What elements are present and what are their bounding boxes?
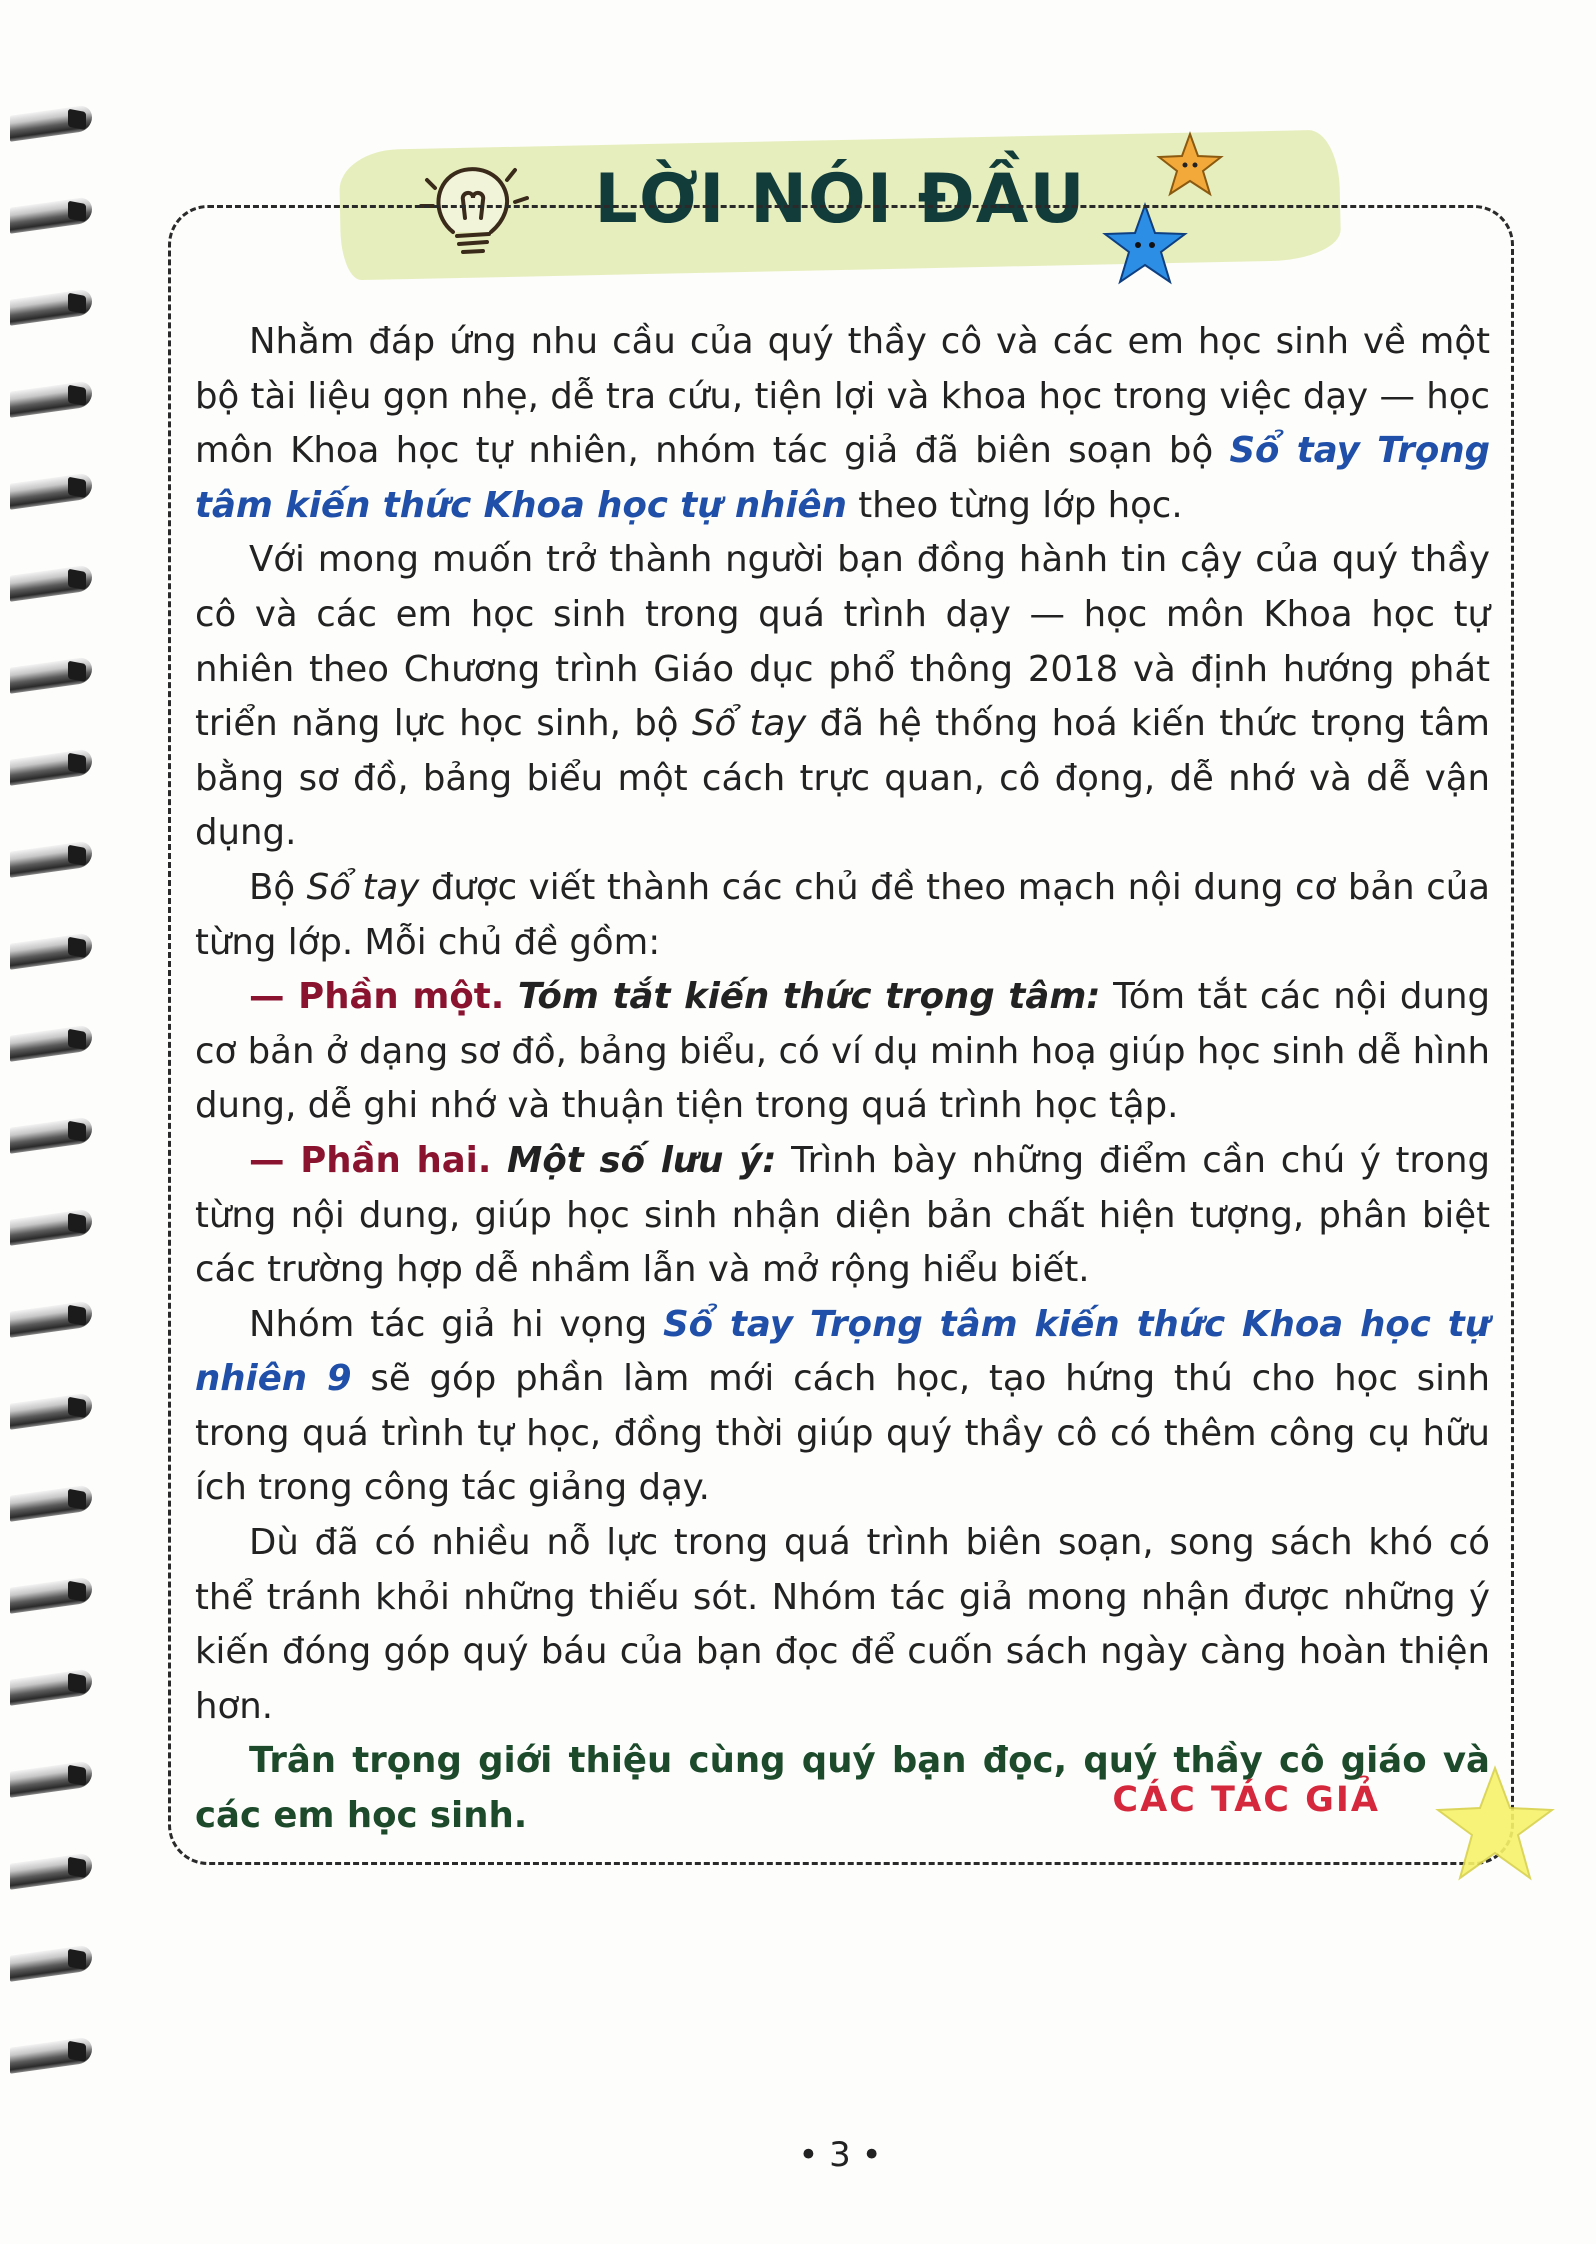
paragraph-part-one	[195, 970, 1490, 1134]
part-two-label: — Phần hai.	[249, 1139, 492, 1181]
spiral-ring	[10, 1944, 92, 1982]
yellow-star-icon	[1430, 1760, 1560, 1890]
closing-text: Trân trọng giới thiệu cùng quý bạn đọc, quý thầy cô giáo và các em học sinh.	[195, 1740, 1490, 1837]
spiral-ring	[10, 748, 92, 786]
paragraph-1-text-end: theo từng lớp học.	[846, 484, 1183, 526]
spiral-ring	[10, 1760, 92, 1798]
part-one-heading: Tóm tắt kiến thức trọng tâm:	[504, 976, 1101, 1018]
paragraph-6-text: Nhóm tác giả hi vọng	[249, 1303, 664, 1345]
spiral-ring	[10, 472, 92, 510]
preface-body	[195, 315, 1490, 1844]
part-one-text: Tóm tắt các nội dung cơ bản ở dạng sơ đồ, bảng biểu, có ví dụ minh hoạ giúp học sinh dễ hình dung, dễ ghi nhớ và thuận tiện trong quá trình học tập.	[195, 976, 1490, 1127]
spiral-ring	[10, 1392, 92, 1430]
paragraph-6	[195, 1298, 1490, 1516]
paragraph-2	[195, 533, 1490, 861]
spiral-ring	[10, 564, 92, 602]
paragraph-1-text: Nhằm đáp ứng nhu cầu của quý thầy cô và các em học sinh về một bộ tài liệu gọn nhẹ, dễ tra cứu, tiện lợi và khoa học trong việc dạy — học môn Khoa học tự nhiên, nhóm tác giả đã biên soạn bộ	[195, 321, 1490, 472]
spiral-ring	[10, 1484, 92, 1522]
spiral-ring	[10, 1852, 92, 1890]
spiral-binding	[0, 110, 100, 2150]
spiral-ring	[10, 1208, 92, 1246]
spiral-ring	[10, 656, 92, 694]
paragraph-3-text: Bộ	[249, 866, 307, 908]
paragraph-3-italic: Sổ tay	[306, 866, 420, 908]
paragraph-3	[195, 861, 1490, 970]
spiral-ring	[10, 2036, 92, 2074]
spiral-ring	[10, 840, 92, 878]
page-number: • 3 •	[798, 2135, 882, 2175]
paragraph-part-two	[195, 1134, 1490, 1298]
signature: CÁC TÁC GIẢ	[1112, 1780, 1380, 1820]
part-one-label: — Phần một.	[249, 976, 505, 1018]
spiral-ring	[10, 1116, 92, 1154]
paragraph-7-text: Dù đã có nhiều nỗ lực trong quá trình biên soạn, song sách khó có thể tránh khỏi những thiếu sót. Nhóm tác giả mong nhận được những ý kiến đóng góp quý báu của bạn đọc để cuốn sách ngày càng hoàn thiện hơn.	[195, 1522, 1490, 1727]
spiral-ring	[10, 932, 92, 970]
book-title-highlight: Sổ tay Trọng tâm kiến thức Khoa học tự nhiên	[195, 430, 1491, 526]
paragraph-2-italic: Sổ tay	[691, 703, 807, 745]
page-title: LỜI NÓI ĐẦU	[594, 160, 1086, 239]
book-title-highlight-9: Sổ tay Trọng tâm kiến thức Khoa học tự nhiên 9	[195, 1303, 1490, 1400]
part-two-heading: Một số lưu ý:	[491, 1139, 777, 1181]
paragraph-2-text: Với mong muốn trở thành người bạn đồng hành tin cậy của quý thầy cô và các em học sinh trong quá trình dạy — học môn Khoa học tự nhiên theo Chương trình Giáo dục phổ thông 2018 và định hướng phát triển năng lực học sinh, bộ	[195, 539, 1490, 745]
orange-star-icon	[1155, 130, 1225, 200]
paragraph-7	[195, 1516, 1490, 1734]
spiral-ring	[10, 196, 92, 234]
part-two-text: Trình bày những điểm cần chú ý trong từng nội dung, giúp học sinh nhận diện bản chất hiện tượng, phân biệt các trường hợp dễ nhầm lẫn và mở rộng hiểu biết.	[195, 1139, 1490, 1291]
spiral-ring	[10, 1024, 92, 1062]
spiral-ring	[10, 104, 92, 142]
spiral-ring	[10, 1300, 92, 1338]
spiral-ring	[10, 288, 92, 326]
paragraph-1	[195, 315, 1490, 533]
paragraph-6-text-end: sẽ góp phần làm mới cách học, tạo hứng thú cho học sinh trong quá trình tự học, đồng thời giúp quý thầy cô có thêm công cụ hữu ích trong công tác giảng dạy.	[195, 1358, 1490, 1509]
spiral-ring	[10, 1668, 92, 1706]
spiral-ring	[10, 1576, 92, 1614]
paragraph-2-text-end: đã hệ thống hoá kiến thức trọng tâm bằng sơ đồ, bảng biểu một cách trực quan, cô đọng, dễ nhớ và dễ vận dụng.	[195, 703, 1490, 854]
paragraph-3-text-end: được viết thành các chủ đề theo mạch nội dung cơ bản của từng lớp. Mỗi chủ đề gồm:	[195, 866, 1491, 963]
spiral-ring	[10, 380, 92, 418]
